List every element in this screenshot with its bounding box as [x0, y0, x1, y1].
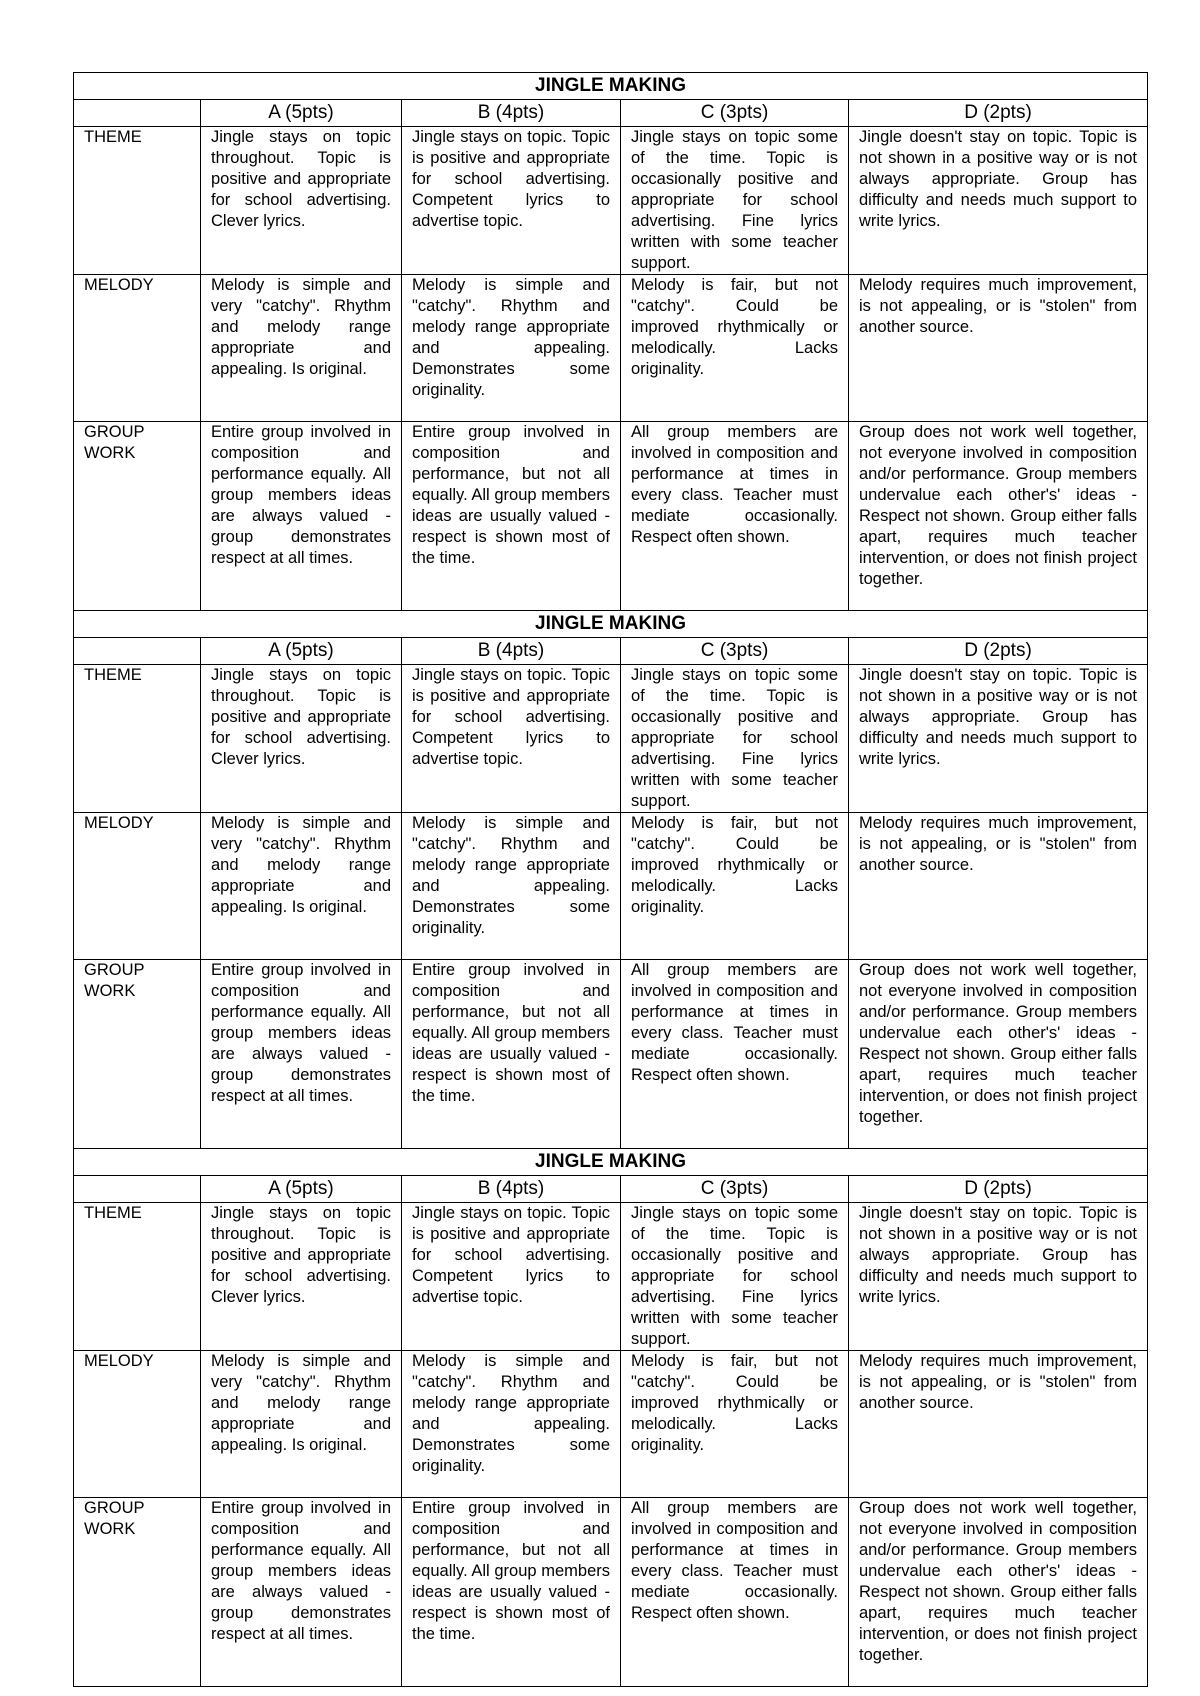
rubric-cell: Entire group involved in composition and performance equally. All group members ideas are always valued - group demonstrates respect at all times. [201, 960, 402, 1149]
grade-header: D (2pts) [849, 1176, 1148, 1203]
rubric-cell: Entire group involved in composition and performance equally. All group members ideas are always valued - group demonstrates respect at all times. [201, 422, 402, 611]
rubric-cell: Entire group involved in composition and performance, but not all equally. All group members ideas are usually valued - respect is shown most of the time. [402, 960, 621, 1149]
grade-header: A (5pts) [201, 1176, 402, 1203]
criterion-row [74, 422, 1148, 611]
rubric-cell: Group does not work well together, not everyone involved in composition and/or performance. Group members undervalue each other's' ideas - Respect not shown. Group either falls apart, requires much teacher intervention, or does not finish project together. [849, 1498, 1148, 1687]
rubric-cell: Jingle stays on topic some of the time. Topic is occasionally positive and appropriate for school advertising. Fine lyrics written with some teacher support. [621, 665, 849, 813]
rubric-header-row [74, 1176, 1148, 1203]
rubric-header-row [74, 638, 1148, 665]
rubric-cell: Group does not work well together, not everyone involved in composition and/or performance. Group members undervalue each other's' ideas - Respect not shown. Group either falls apart, requires much teacher intervention, or does not finish project together. [849, 422, 1148, 611]
grade-header: C (3pts) [621, 638, 849, 665]
criterion-label: THEME [74, 1203, 201, 1351]
rubric-title: JINGLE MAKING [74, 73, 1148, 100]
rubric-cell: Melody is fair, but not "catchy". Could be improved rhythmically or melodically. Lacks originality. [621, 813, 849, 960]
criterion-row [74, 1351, 1148, 1498]
rubric-title: JINGLE MAKING [74, 1149, 1148, 1176]
rubric-cell: Melody is simple and very "catchy". Rhythm and melody range appropriate and appealing. Is original. [201, 275, 402, 422]
rubric-header-row [74, 100, 1148, 127]
grade-header: B (4pts) [402, 1176, 621, 1203]
criterion-row [74, 1498, 1148, 1687]
rubric-cell: Group does not work well together, not everyone involved in composition and/or performance. Group members undervalue each other's' ideas - Respect not shown. Group either falls apart, requires much teacher intervention, or does not finish project together. [849, 960, 1148, 1149]
grade-header: C (3pts) [621, 1176, 849, 1203]
rubric-title-row [74, 73, 1148, 100]
grade-header: D (2pts) [849, 638, 1148, 665]
rubric-cell: Jingle doesn't stay on topic. Topic is not shown in a positive way or is not always appropriate. Group has difficulty and needs much support to write lyrics. [849, 665, 1148, 813]
rubric-cell: Jingle stays on topic. Topic is positive and appropriate for school advertising. Competent lyrics to advertise topic. [402, 1203, 621, 1351]
criterion-label: GROUP WORK [74, 422, 201, 611]
header-blank [74, 1176, 201, 1203]
rubric-cell: All group members are involved in composition and performance at times in every class. Teacher must mediate occasionally. Respect often shown. [621, 422, 849, 611]
criterion-label: GROUP WORK [74, 960, 201, 1149]
criterion-label: THEME [74, 665, 201, 813]
rubric-cell: Entire group involved in composition and performance, but not all equally. All group members ideas are usually valued - respect is shown most of the time. [402, 422, 621, 611]
criterion-row [74, 127, 1148, 275]
rubric-cell: Entire group involved in composition and performance equally. All group members ideas are always valued - group demonstrates respect at all times. [201, 1498, 402, 1687]
criterion-label: GROUP WORK [74, 1498, 201, 1687]
grade-header: D (2pts) [849, 100, 1148, 127]
rubric-table [73, 72, 1148, 1687]
header-blank [74, 100, 201, 127]
criterion-row [74, 275, 1148, 422]
header-blank [74, 638, 201, 665]
rubric-cell: Jingle doesn't stay on topic. Topic is not shown in a positive way or is not always appropriate. Group has difficulty and needs much support to write lyrics. [849, 127, 1148, 275]
criterion-label: MELODY [74, 1351, 201, 1498]
rubric-title-row [74, 611, 1148, 638]
rubric-cell: Entire group involved in composition and performance, but not all equally. All group members ideas are usually valued - respect is shown most of the time. [402, 1498, 621, 1687]
grade-header: B (4pts) [402, 100, 621, 127]
grade-header: A (5pts) [201, 100, 402, 127]
criterion-label: MELODY [74, 275, 201, 422]
rubric-cell: Jingle stays on topic some of the time. Topic is occasionally positive and appropriate for school advertising. Fine lyrics written with some teacher support. [621, 127, 849, 275]
rubric-cell: All group members are involved in composition and performance at times in every class. Teacher must mediate occasionally. Respect often shown. [621, 960, 849, 1149]
rubric-cell: Melody is fair, but not "catchy". Could be improved rhythmically or melodically. Lacks originality. [621, 275, 849, 422]
rubric-cell: Jingle stays on topic. Topic is positive and appropriate for school advertising. Competent lyrics to advertise topic. [402, 127, 621, 275]
rubric-body [74, 73, 1148, 1687]
grade-header: A (5pts) [201, 638, 402, 665]
rubric-cell: All group members are involved in composition and performance at times in every class. Teacher must mediate occasionally. Respect often shown. [621, 1498, 849, 1687]
rubric-cell: Melody is simple and very "catchy". Rhythm and melody range appropriate and appealing. Is original. [201, 813, 402, 960]
rubric-cell: Melody is simple and very "catchy". Rhythm and melody range appropriate and appealing. Is original. [201, 1351, 402, 1498]
rubric-cell: Jingle stays on topic throughout. Topic is positive and appropriate for school advertising. Clever lyrics. [201, 127, 402, 275]
rubric-cell: Melody is simple and "catchy". Rhythm and melody range appropriate and appealing. Demonstrates some originality. [402, 813, 621, 960]
criterion-row [74, 1203, 1148, 1351]
rubric-cell: Jingle doesn't stay on topic. Topic is not shown in a positive way or is not always appropriate. Group has difficulty and needs much support to write lyrics. [849, 1203, 1148, 1351]
criterion-label: THEME [74, 127, 201, 275]
criterion-row [74, 665, 1148, 813]
rubric-cell: Jingle stays on topic throughout. Topic is positive and appropriate for school advertising. Clever lyrics. [201, 1203, 402, 1351]
rubric-cell: Melody requires much improvement, is not appealing, or is "stolen" from another source. [849, 813, 1148, 960]
rubric-cell: Melody is simple and "catchy". Rhythm and melody range appropriate and appealing. Demonstrates some originality. [402, 1351, 621, 1498]
rubric-cell: Melody is simple and "catchy". Rhythm and melody range appropriate and appealing. Demonstrates some originality. [402, 275, 621, 422]
rubric-cell: Melody requires much improvement, is not appealing, or is "stolen" from another source. [849, 275, 1148, 422]
grade-header: C (3pts) [621, 100, 849, 127]
criterion-row [74, 813, 1148, 960]
rubric-sheet [73, 72, 1147, 1664]
rubric-cell: Jingle stays on topic some of the time. Topic is occasionally positive and appropriate for school advertising. Fine lyrics written with some teacher support. [621, 1203, 849, 1351]
rubric-cell: Jingle stays on topic. Topic is positive and appropriate for school advertising. Competent lyrics to advertise topic. [402, 665, 621, 813]
rubric-cell: Melody is fair, but not "catchy". Could be improved rhythmically or melodically. Lacks originality. [621, 1351, 849, 1498]
rubric-cell: Jingle stays on topic throughout. Topic is positive and appropriate for school advertising. Clever lyrics. [201, 665, 402, 813]
criterion-label: MELODY [74, 813, 201, 960]
rubric-title: JINGLE MAKING [74, 611, 1148, 638]
criterion-row [74, 960, 1148, 1149]
grade-header: B (4pts) [402, 638, 621, 665]
rubric-title-row [74, 1149, 1148, 1176]
rubric-cell: Melody requires much improvement, is not appealing, or is "stolen" from another source. [849, 1351, 1148, 1498]
